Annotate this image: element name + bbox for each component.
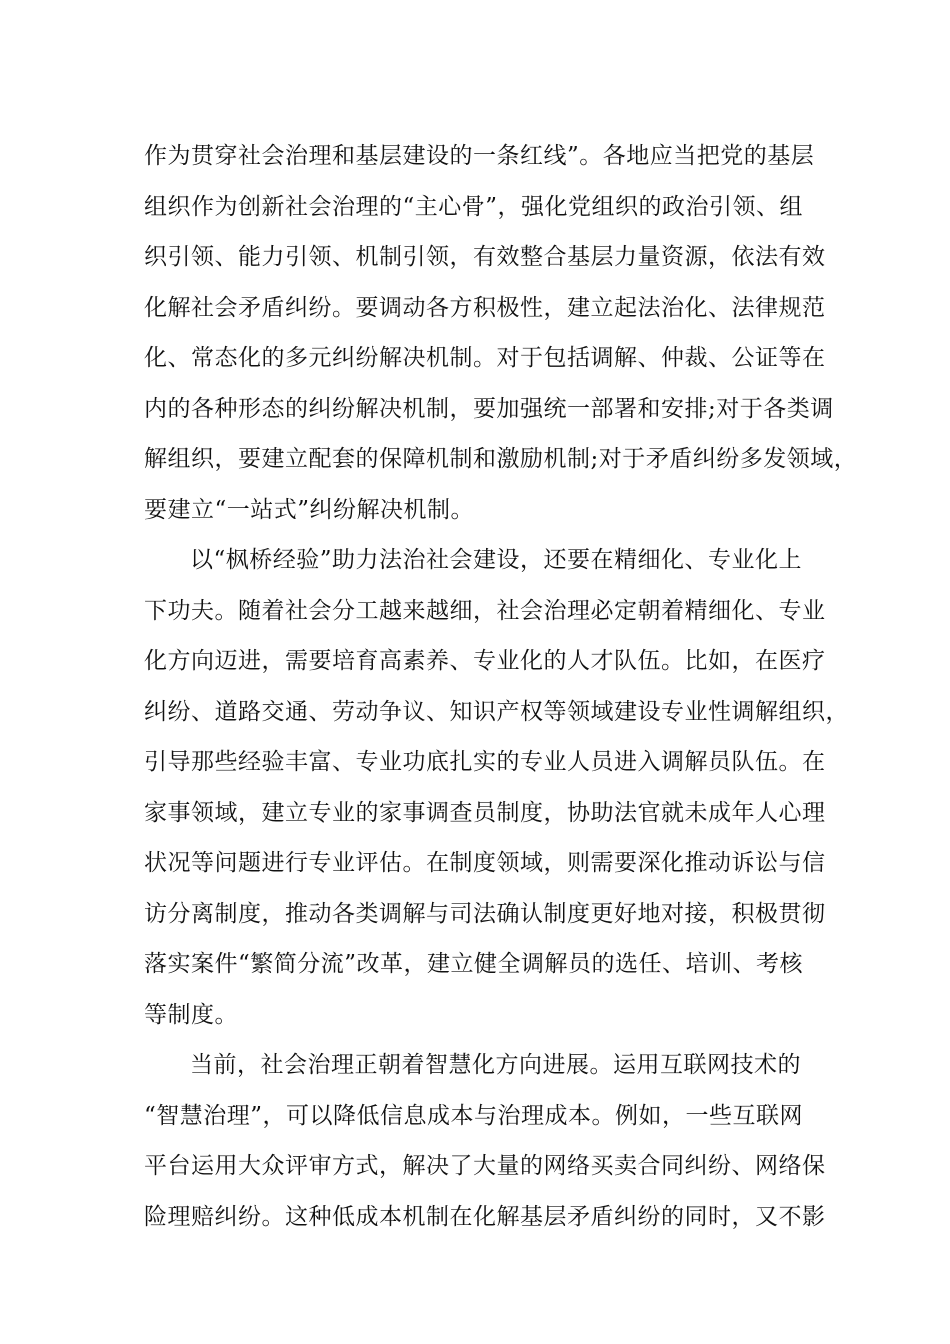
text-line: 作为贯穿社会治理和基层建设的一条红线”。各地应当把党的基层 xyxy=(144,143,815,169)
text-line: 化方向迈进，需要培育高素养、专业化的人才队伍。比如，在医疗 xyxy=(144,648,826,674)
text-line: 化、常态化的多元纠纷解决机制。对于包括调解、仲裁、公证等在 xyxy=(144,345,826,371)
text-line: “智慧治理”，可以降低信息成本与治理成本。例如，一些互联网 xyxy=(144,1102,804,1129)
text-line: 内的各种形态的纠纷解决机制，要加强统一部署和安排;对于各类调 xyxy=(144,395,834,422)
text-line: 以“枫桥经验”助力法治社会建设，还要在精细化、专业化上 xyxy=(190,547,803,573)
text-line: 家事领域，建立专业的家事调查员制度，协助法官就未成年人心理 xyxy=(144,799,826,826)
text-line: 组织作为创新社会治理的“主心骨”，强化党组织的政治引领、组 xyxy=(144,193,804,220)
text-line: 等制度。 xyxy=(144,1001,238,1028)
text-line: 访分离制度，推动各类调解与司法确认制度更好地对接，积极贯彻 xyxy=(144,900,826,927)
text-line: 状况等问题进行专业评估。在制度领域，则需要深化推动诉讼与信 xyxy=(144,850,826,876)
document-body xyxy=(144,131,858,1242)
text-line: 落实案件“繁简分流”改革，建立健全调解员的选任、培训、考核 xyxy=(144,951,804,977)
text-line: 解组织，要建立配套的保障机制和激励机制;对于矛盾纠纷多发领域， xyxy=(144,446,858,472)
text-line: 下功夫。随着社会分工越来越细，社会治理必定朝着精细化、专业 xyxy=(144,597,826,624)
text-line: 引导那些经验丰富、专业功底扎实的专业人员进入调解员队伍。在 xyxy=(144,749,826,775)
text-line: 化解社会矛盾纠纷。要调动各方积极性，建立起法治化、法律规范 xyxy=(144,294,826,321)
text-line: 当前，社会治理正朝着智慧化方向进展。运用互联网技术的 xyxy=(190,1052,801,1078)
text-line: 险理赔纠纷。这种低成本机制在化解基层矛盾纠纷的同时，又不影 xyxy=(144,1203,826,1230)
text-line: 织引领、能力引领、机制引领，有效整合基层力量资源，依法有效 xyxy=(144,244,826,270)
text-line: 平台运用大众评审方式，解决了大量的网络买卖合同纠纷、网络保 xyxy=(144,1153,826,1179)
text-line: 要建立“一站式”纠纷解决机制。 xyxy=(144,496,475,523)
paragraph-2 xyxy=(144,535,849,1040)
text-line: 纠纷、道路交通、劳动争议、知识产权等领域建设专业性调解组织， xyxy=(144,698,849,725)
paragraph-1 xyxy=(144,131,858,535)
paragraph-3 xyxy=(144,1040,824,1242)
